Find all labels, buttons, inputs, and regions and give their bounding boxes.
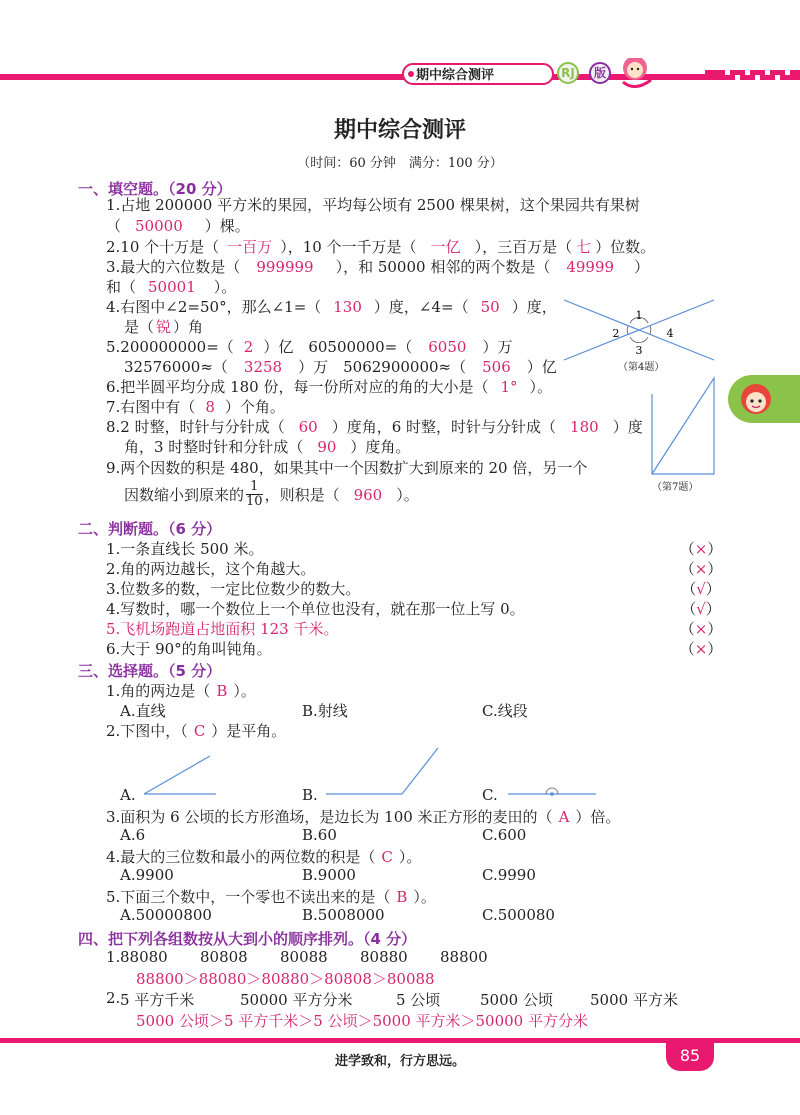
s1-q8-answer3: 90 (317, 438, 337, 456)
s3-q2: 2.下图中，（ C ）是平角。 (106, 722, 287, 740)
s1-q8-line1: 8.2 时整，时针与分针成（ 60 ）度角，6 时整，时针与分针成（ 180 ）度 (106, 418, 643, 436)
s1-q5-answer1: 2 (243, 338, 254, 356)
s3-q2-option-c: C. (482, 786, 498, 804)
s3-q5: 5.下面三个数中，一个零也不读出来的是（ B ）。 (106, 888, 436, 906)
fig4-label-3: 3 (635, 344, 643, 357)
s4-q1-num-5: 88800 (440, 948, 488, 966)
page-subtitle: （时间：60 分钟 满分：100 分） (297, 156, 503, 171)
s1-q2-answer2: 一亿 (430, 238, 461, 256)
s3-q5-option-b: B.5008000 (302, 906, 385, 924)
fig4-label-4: 4 (666, 327, 674, 340)
s1-q8-answer2: 180 (570, 418, 599, 436)
figure-q4-caption: （第4题） (618, 362, 665, 373)
s1-q2-answer1: 一百万 (227, 238, 273, 256)
s3-q5-option-a: A.50000800 (120, 906, 212, 924)
s1-q9-answer: 960 (353, 485, 383, 504)
s1-q3-line2: 和（ 50001 ）。 (106, 278, 237, 296)
s4-q2-answer: 5000 公顷＞5 平方千米＞5 公顷＞5000 平方米＞50000 平方分米 (136, 1012, 588, 1030)
s3-q2-option-a: A. (120, 786, 136, 804)
s2-item-4: 4.写数时，哪一个数位上一个单位也没有，就在那一位上写 0。 (106, 600, 525, 618)
s1-q9-line2: 因数缩小到原来的 $\frac{1}{10}$ ，则积是（ 960 ）。 (124, 479, 419, 509)
s4-q1-num-2: 80808 (200, 948, 248, 966)
s3-q2-answer: C (193, 722, 206, 740)
s1-q6: 6.把半圆平均分成 180 份，每一份所对应的角的大小是（ 1° ）。 (106, 378, 553, 396)
section2-title: 二、判断题。（6 分） (78, 520, 222, 538)
s1-q7-answer: 8 (205, 398, 215, 416)
s3-q4: 4.最大的三位数和最小的两位数的积是（ C ）。 (106, 848, 422, 866)
s4-q2-item-5: 5000 平方米 (590, 991, 678, 1009)
s1-q4-line2: 是（ 锐 ）角 (124, 318, 204, 336)
s1-q4-answer1: 130 (333, 298, 362, 316)
section4-title: 四、把下列各组数按从大到小的顺序排列。（4 分） (78, 930, 417, 948)
s2-answer-6: （×） (679, 640, 723, 658)
s1-q6-answer: 1° (500, 378, 518, 396)
s3-q5-option-c: C.500080 (482, 906, 555, 924)
badge-edition: 版 (589, 62, 611, 84)
s1-q7: 7.右图中有（ 8 ）个角。 (106, 398, 285, 416)
s3-q3-option-a: A.6 (120, 826, 146, 844)
s1-q5-answer4: 506 (482, 358, 511, 376)
s2-answer-5: （×） (679, 620, 723, 638)
s3-q3: 3.面积为 6 公顷的长方形渔场，是边长为 100 米正方形的麦田的（ A ）倍。 (106, 808, 621, 826)
s1-q1-line1: 1.占地 200000 平方米的果园，平均每公顷有 2500 棵果树，这个果园共有果树 (106, 196, 640, 214)
angle-c-straight (506, 780, 598, 798)
s1-q9-line1: 9.两个因数的积是 480，如果其中一个因数扩大到原来的 20 倍，另一个 (106, 459, 588, 477)
angle-b-obtuse (322, 744, 442, 798)
s4-q2-item-1: 5 平方千米 (120, 991, 195, 1009)
s1-q4-answer3: 锐 (156, 318, 172, 336)
s1-q5-line2: 32576000≈（ 3258 ）万 5062900000≈（ 506 ）亿 (124, 358, 557, 376)
mascot-icon (736, 379, 776, 419)
fig4-label-1: 1 (635, 309, 643, 322)
s2-item-2: 2.角的两边越长，这个角越大。 (106, 560, 316, 578)
s2-answer-4: （√） (681, 600, 721, 618)
s2-answer-3: （√） (681, 580, 721, 598)
s1-q2: 2.10 个十万是（ 一百万 ），10 个一千万是（ 一亿 ），三百万是（ 七 ）位数。 (106, 238, 656, 256)
s1-q3-line1: 3.最大的六位数是（ 999999 ），和 50000 相邻的两个数是（ 49999 ） (106, 258, 650, 276)
fraction-one-tenth: $\frac{1}{10}$ (246, 479, 263, 509)
s3-q3-option-b: B.60 (302, 826, 337, 844)
s1-q1-answer: 50000 (135, 217, 183, 235)
s2-item-6: 6.大于 90°的角叫钝角。 (106, 640, 272, 658)
page-title: 期中综合测评 (333, 118, 466, 143)
s1-q4-answer2: 50 (480, 298, 500, 316)
s3-q3-option-c: C.600 (482, 826, 527, 844)
s3-q4-answer: C (381, 848, 393, 866)
figure-q7-angles (648, 374, 720, 478)
s3-q1-option-a: A.直线 (120, 702, 166, 720)
section1-title: 一、填空题。（20 分） (78, 180, 232, 198)
s4-q2-item-3: 5 公顷 (396, 991, 441, 1009)
s3-q1: 1.角的两边是（ B ）。 (106, 682, 256, 700)
s1-q3-answer1: 999999 (256, 258, 314, 276)
header-banner-text: 期中综合测评 (416, 68, 495, 83)
s4-q1-num-4: 80880 (360, 948, 408, 966)
s3-q2-option-b: B. (302, 786, 318, 804)
side-tab (728, 375, 800, 423)
s1-q5-line1: 5.200000000=（ 2 ）亿 60500000=（ 6050 ）万 (106, 338, 513, 356)
s3-q1-answer: B (216, 682, 228, 700)
s3-q4-option-c: C.9990 (482, 866, 536, 884)
s1-q5-answer2: 6050 (428, 338, 467, 356)
s1-q8-answer1: 60 (298, 418, 318, 436)
s1-q3-answer2: 49999 (566, 258, 615, 276)
s1-q8-line2: 角，3 时整时针和分针成（ 90 ）度角。 (124, 438, 411, 456)
s3-q4-option-b: B.9000 (302, 866, 356, 884)
s3-q1-option-b: B.射线 (302, 702, 348, 720)
s4-q1-num-1: 88080 (120, 948, 168, 966)
s1-q5-answer3: 3258 (243, 358, 283, 376)
s3-q4-option-a: A.9900 (120, 866, 174, 884)
s4-q2-item-2: 50000 平方分米 (240, 991, 353, 1009)
s4-q2-label: 2. (106, 989, 121, 1007)
s2-answer-1: （×） (679, 540, 723, 558)
fig4-label-2: 2 (612, 327, 620, 340)
s4-q1-num-3: 80088 (280, 948, 328, 966)
s3-q3-answer: A (558, 808, 570, 826)
s1-q2-answer3: 七 (576, 238, 592, 256)
angle-a-acute (140, 752, 220, 798)
s4-q1-label: 1. (106, 948, 121, 966)
s1-q4-line1: 4.右图中∠2=50°，那么∠1=（ 130 ）度，∠4=（ 50 ）度， (106, 298, 557, 316)
s2-item-1: 1.一条直线长 500 米。 (106, 540, 264, 558)
cartoon-girl-icon (623, 58, 651, 87)
section3-title: 三、选择题。（5 分） (78, 662, 222, 680)
s1-q1-line2: （ 50000 ）棵。 (106, 217, 250, 235)
s3-q1-option-c: C.线段 (482, 702, 528, 720)
s2-item-5: 5.飞机场跑道占地面积 123 千米。 (106, 620, 339, 638)
badge-rj: RJ (557, 62, 579, 84)
s2-answer-2: （×） (679, 560, 723, 578)
s1-q3-answer3: 50001 (148, 278, 196, 296)
s4-q1-answer: 88800＞88080＞80880＞80808＞80088 (136, 970, 435, 988)
figure-q7-caption: （第7题） (652, 482, 699, 493)
footer-motto: 进学致和，行方思远。 (334, 1054, 465, 1069)
s4-q2-item-4: 5000 公顷 (480, 991, 553, 1009)
s2-item-3: 3.位数多的数，一定比位数少的数大。 (106, 580, 361, 598)
page-number: 85 (666, 1043, 714, 1071)
s3-q5-answer: B (396, 888, 408, 906)
